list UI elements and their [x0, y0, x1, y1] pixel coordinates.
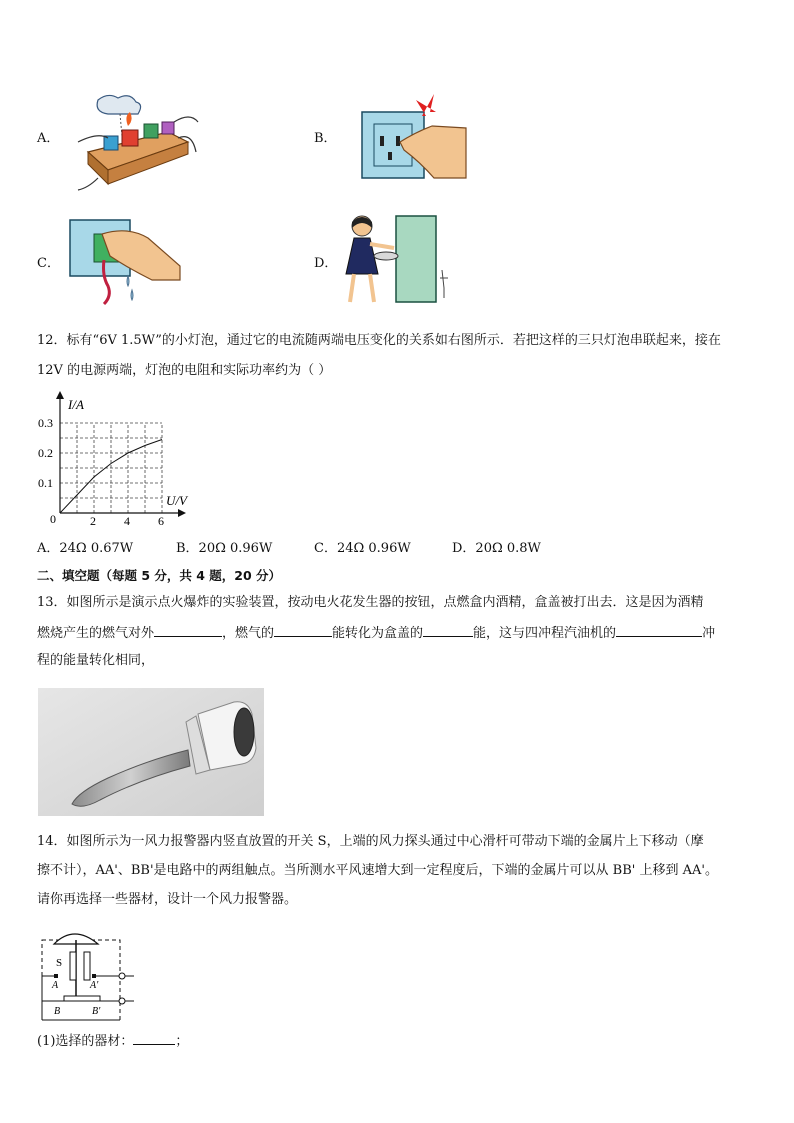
q13-line1: 13．如图所示是演示点火爆炸的实验装置，按动电火花发生器的按钮，点燃盒内酒精，盒盖被打出去．这是因为酒精	[37, 595, 704, 610]
finger-in-socket-illustration	[360, 92, 470, 184]
label-a-prime: A'	[90, 980, 99, 991]
q14-line2: 擦不计），AA'、BB'是电路中的两组触点。当所测水平风速增大到一定程度后，下端的金属片可以从 BB' 上移到 AA'。	[37, 863, 718, 878]
q13-blank-4[interactable]	[616, 622, 702, 637]
wind-alarm-switch-diagram	[38, 918, 138, 1024]
x-axis-arrow	[178, 509, 186, 517]
q13-text-c: 能转化为盒盖的	[332, 626, 424, 641]
iv-curve-chart	[30, 393, 200, 528]
origin-label: 0	[50, 512, 56, 526]
q14-sub1-end: ；	[175, 1034, 189, 1049]
ignition-apparatus-photo	[38, 688, 264, 816]
q14-line3: 请你再选择一些器材，设计一个风力报警器。	[37, 892, 298, 907]
q12-option-b: B．20Ω 0.96W	[176, 541, 273, 556]
q12-option-d: D．20Ω 0.8W	[452, 541, 541, 556]
q12-option-c: C．24Ω 0.96W	[314, 541, 411, 556]
chart-grid	[60, 423, 162, 513]
option-b-label: B．	[314, 131, 337, 146]
q13-line3: 程的能量转化相同，	[37, 653, 155, 668]
x-tick-label: 6	[158, 514, 164, 528]
y-axis-arrow	[56, 391, 64, 399]
y-tick-label: 0.1	[38, 476, 53, 490]
q13-text-b: ，燃气的	[222, 626, 275, 641]
option-c-label: C．	[37, 256, 60, 271]
q14-sub1-blank[interactable]	[133, 1030, 175, 1045]
q13-blank-2[interactable]	[274, 622, 332, 637]
q13-blank-1[interactable]	[154, 622, 222, 637]
q14-sub1	[37, 1030, 188, 1052]
q14-line1: 14．如图所示为一风力报警器内竖直放置的开关 S，上端的风力探头通过中心滑杆可带动下端的金属片上下移动（摩	[37, 834, 704, 849]
label-a: A	[52, 980, 59, 991]
q13-text-d: 能，这与四冲程汽油机的	[473, 626, 617, 641]
power-strip-overload-illustration	[78, 92, 198, 192]
option-d-label: D．	[314, 256, 338, 271]
q13-line2	[37, 622, 715, 644]
wet-hand-plug-illustration	[68, 216, 183, 306]
q13-text-a: 燃烧产生的燃气对外	[37, 626, 155, 641]
q12-line2: 12V 的电源两端，灯泡的电阻和实际功率约为（ ）	[37, 363, 332, 378]
option-a-label: A．	[37, 131, 60, 146]
q12-line1: 12．标有“6V 1.5W”的小灯泡，通过它的电流随两端电压变化的关系如右图所示．若把这样的三只灯泡串联起来，接在	[37, 333, 721, 348]
label-s: S	[56, 957, 63, 969]
q13-blank-3[interactable]	[423, 622, 473, 637]
x-axis-label: U/V	[166, 493, 187, 508]
label-b-prime: B'	[92, 1006, 101, 1017]
y-tick-label: 0.3	[38, 416, 53, 430]
label-b: B	[54, 1006, 61, 1017]
q13-text-e: 冲	[702, 626, 716, 641]
girl-touching-panel-illustration	[340, 212, 470, 312]
y-axis-label: I/A	[68, 397, 84, 412]
section-2-heading: 二、填空题（每题 5 分，共 4 题，20 分）	[37, 568, 282, 583]
q14-sub1-label: (1)选择的器材：	[37, 1034, 134, 1049]
x-tick-label: 2	[90, 514, 96, 528]
x-tick-label: 4	[124, 514, 130, 528]
y-tick-label: 0.2	[38, 446, 53, 460]
q12-option-a: A．24Ω 0.67W	[37, 541, 134, 556]
